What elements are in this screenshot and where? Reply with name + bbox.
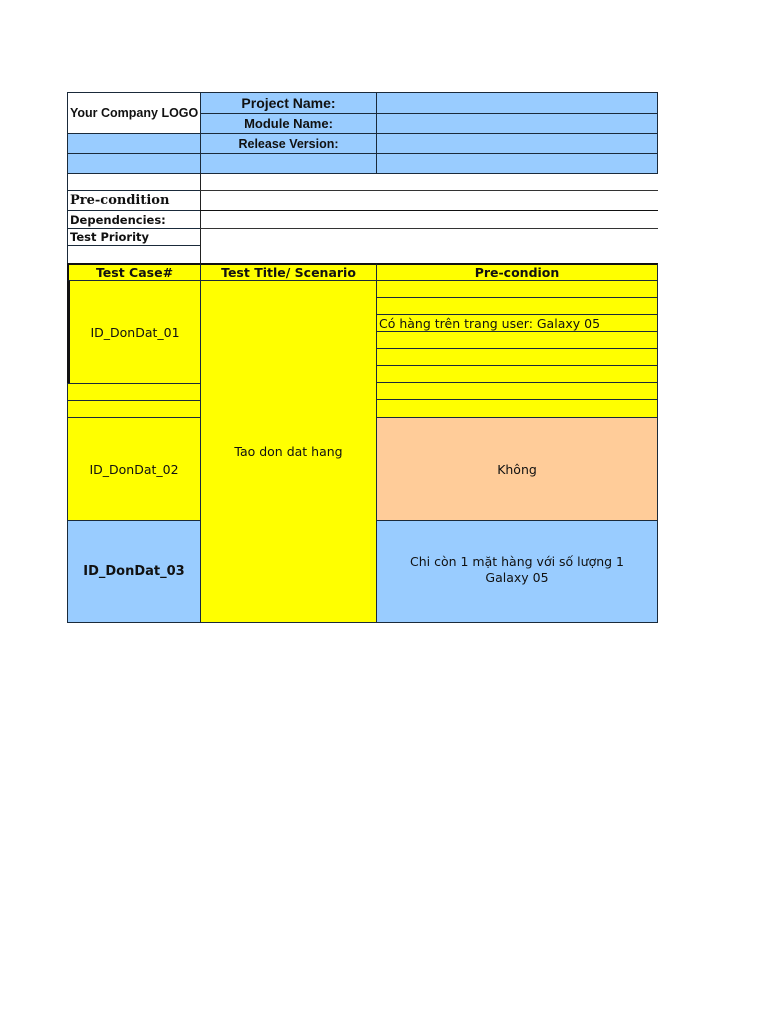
release-version-label-cell [200, 133, 377, 154]
column-header-test-title: Test Title/ Scenario [200, 263, 377, 281]
scenario-text: Tao don dat hang [234, 444, 343, 459]
precondition-subrow[interactable] [376, 331, 658, 349]
test-priority-label-cell [67, 228, 201, 246]
project-name-field[interactable] [376, 92, 658, 114]
header-blank-cell-3 [200, 153, 377, 174]
precondition-subrow[interactable] [376, 365, 658, 383]
info-blank-row-2 [67, 245, 201, 264]
module-name-field[interactable] [376, 113, 658, 134]
module-name-label-cell [200, 113, 377, 134]
table-row-1-extra-b [67, 400, 201, 418]
table-row-2-id[interactable]: ID_DonDat_02 [67, 417, 201, 521]
dependencies-label: Dependencies: [70, 212, 166, 227]
precondition-label-cell [67, 190, 201, 211]
scenario-cell[interactable] [200, 280, 377, 623]
dependencies-label-cell [67, 210, 201, 229]
precondition-field[interactable] [201, 191, 657, 209]
precondition-subrow[interactable] [376, 280, 658, 298]
table-row-1-id[interactable]: ID_DonDat_01 [67, 280, 201, 384]
module-name-label: Module Name: [244, 116, 333, 131]
header-blank-cell-2 [67, 153, 201, 174]
precondition-subrow[interactable] [376, 382, 658, 400]
test-priority-field[interactable] [201, 229, 657, 262]
company-logo-cell [67, 92, 201, 134]
precondition-label: Pre-condition [70, 193, 170, 208]
project-name-label-cell [200, 92, 377, 114]
release-version-label: Release Version: [238, 136, 339, 151]
table-row-1-extra-a [67, 383, 201, 401]
table-row-3-id[interactable]: ID_DonDat_03 [67, 520, 201, 623]
column-header-precondition: Pre-condion [376, 263, 658, 281]
precondition-subrow[interactable] [376, 348, 658, 366]
test-priority-label: Test Priority [70, 230, 150, 244]
column-header-test-case: Test Case# [67, 263, 201, 281]
table-row-2-precondition[interactable]: Không [376, 417, 658, 521]
header-blank-cell-1 [67, 133, 201, 154]
header-blank-cell-4[interactable] [376, 153, 658, 174]
table-row-3-precondition[interactable]: Chi còn 1 mặt hàng với số lượng 1 Galaxy 05 [376, 520, 658, 623]
company-logo-label: Your Company LOGO [70, 106, 199, 120]
table-row-1-precondition[interactable]: Có hàng trên trang user: Galaxy 05 [376, 314, 658, 332]
release-version-field[interactable] [376, 133, 658, 154]
precondition-subrow[interactable] [376, 399, 658, 418]
dependencies-field[interactable] [201, 211, 657, 227]
info-blank-row [67, 173, 201, 191]
precondition-subrow[interactable] [376, 297, 658, 315]
project-name-label: Project Name: [241, 95, 336, 111]
